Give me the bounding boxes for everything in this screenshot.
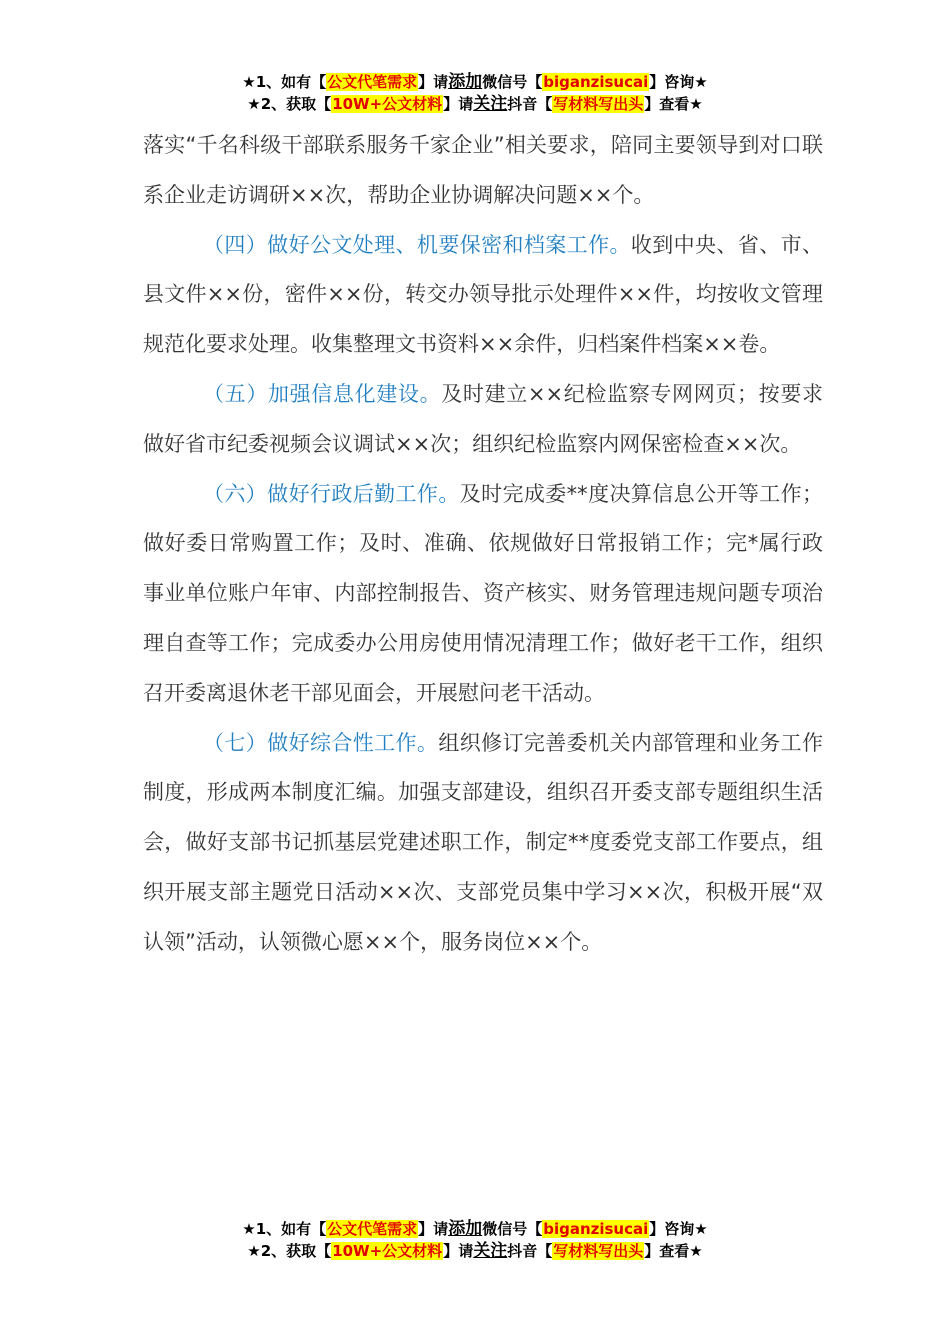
highlight-service: 公文代笔需求 <box>327 73 418 91</box>
document-body <box>143 121 823 968</box>
footer-banner <box>0 1218 950 1262</box>
highlight-service: 公文代笔需求 <box>327 1220 418 1238</box>
highlight-wechat-id: biganzisucai <box>543 73 649 91</box>
paragraph-continuation: 落实“千名科级干部联系服务千家企业”相关要求，陪同主要领导到对口联系企业走访调研××次，帮助企业协调解决问题××个。 <box>143 133 823 207</box>
highlight-douyin-account: 写材料写出头 <box>553 1242 644 1260</box>
paragraph-section-6: （六）做好行政后勤工作。及时完成委**度决算信息公开等工作；做好委日常购置工作；及时、准确、依规做好日常报销工作；完*属行政事业单位账户年审、内部控制报告、资产核实、财务管理违规问题专项治理自查等工作；完成委办公用房使用情况清理工作；做好老干工作，组织召开委离退休老干部见面会，开展慰问老干活动。 <box>143 481 824 705</box>
paragraph-section-5: （五）加强信息化建设。及时建立××纪检监察专网网页；按要求做好省市纪委视频会议调试××次；组织纪检监察内网保密检查××次。 <box>143 381 823 456</box>
header-banner <box>0 71 950 115</box>
banner-line-2: ★2、获取【10W+公文材料】请关注抖音【写材料写出头】查看★ <box>247 1241 703 1261</box>
highlight-materials: 10W+公文材料 <box>332 95 443 113</box>
banner-line-2: ★2、获取【10W+公文材料】请关注抖音【写材料写出头】查看★ <box>247 94 703 114</box>
banner-line-1: ★1、如有【公文代笔需求】请添加微信号【biganzisucai】咨询★ <box>242 72 708 92</box>
paragraph-section-4: （四）做好公文处理、机要保密和档案工作。收到中央、省、市、县文件××份，密件××份，转交办领导批示处理件××件，均按收文管理规范化要求处理。收集整理文书资料××余件，归档案件档案××卷。 <box>143 232 824 357</box>
highlight-douyin-account: 写材料写出头 <box>553 95 644 113</box>
section-heading: （六）做好行政后勤工作。 <box>203 481 460 506</box>
section-heading: （四）做好公文处理、机要保密和档案工作。 <box>203 232 631 257</box>
section-heading: （七）做好综合性工作。 <box>203 730 439 755</box>
highlight-wechat-id: biganzisucai <box>543 1220 649 1238</box>
highlight-materials: 10W+公文材料 <box>332 1242 443 1260</box>
paragraph-section-7: （七）做好综合性工作。组织修订完善委机关内部管理和业务工作制度，形成两本制度汇编。加强支部建设，组织召开委支部专题组织生活会，做好支部书记抓基层党建述职工作，制定**度委党支部工作要点，组织开展支部主题党日活动××次、支部党员集中学习××次，积极开展“双认领”活动，认领微心愿××个，服务岗位××个。 <box>143 730 824 954</box>
section-heading: （五）加强信息化建设。 <box>203 381 442 406</box>
banner-line-1: ★1、如有【公文代笔需求】请添加微信号【biganzisucai】咨询★ <box>242 1219 708 1239</box>
